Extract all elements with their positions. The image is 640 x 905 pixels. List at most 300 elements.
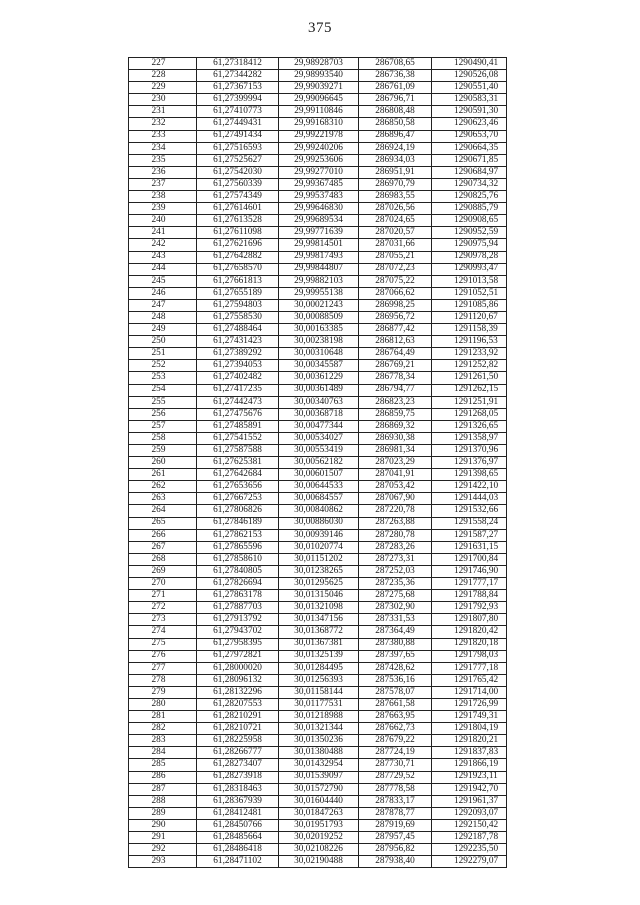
latitude-cell: 61,27806826 [197,505,279,517]
point-number-cell: 230 [129,94,197,106]
latitude-cell: 61,27653656 [197,481,279,493]
longitude-cell: 30,01368772 [279,626,359,638]
longitude-cell: 30,00939146 [279,529,359,541]
longitude-cell: 30,00361229 [279,372,359,384]
x-coordinate-cell: 287053,42 [359,481,432,493]
latitude-cell: 61,28273407 [197,759,279,771]
x-coordinate-cell: 287730,71 [359,759,432,771]
x-coordinate-cell: 287283,26 [359,541,432,553]
longitude-cell: 30,01295625 [279,578,359,590]
table-row [129,445,507,457]
longitude-cell: 30,01020774 [279,541,359,553]
latitude-cell: 61,27344282 [197,70,279,82]
table-row [129,118,507,130]
longitude-cell: 29,99771639 [279,227,359,239]
y-coordinate-cell: 1291807,80 [432,614,507,626]
y-coordinate-cell: 1291261,50 [432,372,507,384]
point-number-cell: 239 [129,203,197,215]
longitude-cell: 30,00368718 [279,408,359,420]
table-row [129,795,507,807]
latitude-cell: 61,27389292 [197,348,279,360]
latitude-cell: 61,28273918 [197,771,279,783]
y-coordinate-cell: 1290993,47 [432,263,507,275]
latitude-cell: 61,27611098 [197,227,279,239]
point-number-cell: 286 [129,771,197,783]
latitude-cell: 61,27542030 [197,166,279,178]
x-coordinate-cell: 286877,42 [359,324,432,336]
point-number-cell: 271 [129,590,197,602]
y-coordinate-cell: 1291804,19 [432,723,507,735]
y-coordinate-cell: 1291085,86 [432,299,507,311]
longitude-cell: 30,01847263 [279,807,359,819]
y-coordinate-cell: 1290623,46 [432,118,507,130]
latitude-cell: 61,27491434 [197,130,279,142]
y-coordinate-cell: 1292279,07 [432,856,507,868]
latitude-cell: 61,27402482 [197,372,279,384]
y-coordinate-cell: 1291923,11 [432,771,507,783]
y-coordinate-cell: 1291158,39 [432,324,507,336]
table-row [129,747,507,759]
x-coordinate-cell: 287679,22 [359,735,432,747]
y-coordinate-cell: 1291820,18 [432,638,507,650]
longitude-cell: 30,00310648 [279,348,359,360]
longitude-cell: 30,01367381 [279,638,359,650]
y-coordinate-cell: 1291532,66 [432,505,507,517]
y-coordinate-cell: 1291765,42 [432,674,507,686]
point-number-cell: 227 [129,58,197,70]
latitude-cell: 61,27475676 [197,408,279,420]
point-number-cell: 236 [129,166,197,178]
y-coordinate-cell: 1291376,97 [432,457,507,469]
latitude-cell: 61,28471102 [197,856,279,868]
longitude-cell: 30,00238198 [279,336,359,348]
point-number-cell: 244 [129,263,197,275]
longitude-cell: 29,99110846 [279,106,359,118]
latitude-cell: 61,28000020 [197,662,279,674]
table-row [129,130,507,142]
longitude-cell: 30,01321344 [279,723,359,735]
latitude-cell: 61,28318463 [197,783,279,795]
y-coordinate-cell: 1290684,97 [432,166,507,178]
y-coordinate-cell: 1291746,90 [432,565,507,577]
x-coordinate-cell: 287957,45 [359,832,432,844]
latitude-cell: 61,27442473 [197,396,279,408]
y-coordinate-cell: 1291631,15 [432,541,507,553]
longitude-cell: 29,99277010 [279,166,359,178]
table-row [129,505,507,517]
x-coordinate-cell: 287724,19 [359,747,432,759]
longitude-cell: 29,99168310 [279,118,359,130]
table-row [129,735,507,747]
coordinates-table [128,57,507,868]
longitude-cell: 30,01604440 [279,795,359,807]
longitude-cell: 30,01539097 [279,771,359,783]
point-number-cell: 282 [129,723,197,735]
x-coordinate-cell: 286823,23 [359,396,432,408]
point-number-cell: 229 [129,82,197,94]
point-number-cell: 277 [129,662,197,674]
point-number-cell: 253 [129,372,197,384]
y-coordinate-cell: 1291558,24 [432,517,507,529]
longitude-cell: 29,99817493 [279,251,359,263]
x-coordinate-cell: 286983,55 [359,191,432,203]
x-coordinate-cell: 287380,88 [359,638,432,650]
point-number-cell: 274 [129,626,197,638]
x-coordinate-cell: 287661,58 [359,698,432,710]
y-coordinate-cell: 1291792,93 [432,602,507,614]
longitude-cell: 30,01325139 [279,650,359,662]
x-coordinate-cell: 286769,21 [359,360,432,372]
x-coordinate-cell: 287878,77 [359,807,432,819]
table-row [129,142,507,154]
latitude-cell: 61,28225958 [197,735,279,747]
table-row [129,457,507,469]
x-coordinate-cell: 287075,22 [359,275,432,287]
longitude-cell: 30,01315046 [279,590,359,602]
point-number-cell: 250 [129,336,197,348]
longitude-cell: 30,00361489 [279,384,359,396]
latitude-cell: 61,28210721 [197,723,279,735]
y-coordinate-cell: 1291358,97 [432,432,507,444]
longitude-cell: 30,00534027 [279,432,359,444]
latitude-cell: 61,27318412 [197,58,279,70]
point-number-cell: 255 [129,396,197,408]
y-coordinate-cell: 1292235,50 [432,844,507,856]
latitude-cell: 61,28450766 [197,819,279,831]
longitude-cell: 30,00684557 [279,493,359,505]
latitude-cell: 61,27558530 [197,311,279,323]
table-row [129,432,507,444]
table-row [129,372,507,384]
table-row [129,348,507,360]
x-coordinate-cell: 286761,09 [359,82,432,94]
table-row [129,178,507,190]
y-coordinate-cell: 1290908,65 [432,215,507,227]
latitude-cell: 61,27642684 [197,469,279,481]
y-coordinate-cell: 1291942,70 [432,783,507,795]
latitude-cell: 61,27655189 [197,287,279,299]
point-number-cell: 245 [129,275,197,287]
point-number-cell: 265 [129,517,197,529]
y-coordinate-cell: 1290952,59 [432,227,507,239]
table-row [129,324,507,336]
latitude-cell: 61,27449431 [197,118,279,130]
latitude-cell: 61,27574349 [197,191,279,203]
y-coordinate-cell: 1291252,82 [432,360,507,372]
latitude-cell: 61,28132296 [197,686,279,698]
longitude-cell: 30,02108226 [279,844,359,856]
x-coordinate-cell: 286981,34 [359,445,432,457]
latitude-cell: 61,27858610 [197,553,279,565]
latitude-cell: 61,27560339 [197,178,279,190]
longitude-cell: 30,00021243 [279,299,359,311]
point-number-cell: 248 [129,311,197,323]
x-coordinate-cell: 287578,07 [359,686,432,698]
latitude-cell: 61,27431423 [197,336,279,348]
latitude-cell: 61,27865596 [197,541,279,553]
y-coordinate-cell: 1292093,07 [432,807,507,819]
point-number-cell: 276 [129,650,197,662]
longitude-cell: 29,99096645 [279,94,359,106]
x-coordinate-cell: 287067,90 [359,493,432,505]
latitude-cell: 61,27516593 [197,142,279,154]
latitude-cell: 61,27488464 [197,324,279,336]
x-coordinate-cell: 287397,65 [359,650,432,662]
table-row [129,686,507,698]
y-coordinate-cell: 1291587,27 [432,529,507,541]
point-number-cell: 243 [129,251,197,263]
point-number-cell: 232 [129,118,197,130]
table-row [129,70,507,82]
longitude-cell: 29,99814501 [279,239,359,251]
y-coordinate-cell: 1291700,84 [432,553,507,565]
point-number-cell: 249 [129,324,197,336]
point-number-cell: 260 [129,457,197,469]
y-coordinate-cell: 1292150,42 [432,819,507,831]
x-coordinate-cell: 287938,40 [359,856,432,868]
x-coordinate-cell: 287833,17 [359,795,432,807]
latitude-cell: 61,27642882 [197,251,279,263]
point-number-cell: 238 [129,191,197,203]
point-number-cell: 280 [129,698,197,710]
longitude-cell: 29,99039271 [279,82,359,94]
y-coordinate-cell: 1291268,05 [432,408,507,420]
table-row [129,578,507,590]
point-number-cell: 252 [129,360,197,372]
x-coordinate-cell: 287302,90 [359,602,432,614]
point-number-cell: 268 [129,553,197,565]
point-number-cell: 293 [129,856,197,868]
y-coordinate-cell: 1290978,28 [432,251,507,263]
latitude-cell: 61,27587588 [197,445,279,457]
latitude-cell: 61,28486418 [197,844,279,856]
x-coordinate-cell: 287252,03 [359,565,432,577]
point-number-cell: 240 [129,215,197,227]
longitude-cell: 30,01951793 [279,819,359,831]
table-row [129,819,507,831]
point-number-cell: 267 [129,541,197,553]
x-coordinate-cell: 286812,63 [359,336,432,348]
x-coordinate-cell: 287331,53 [359,614,432,626]
table-row [129,674,507,686]
latitude-cell: 61,27525627 [197,154,279,166]
latitude-cell: 61,27613528 [197,215,279,227]
table-row [129,106,507,118]
x-coordinate-cell: 287263,88 [359,517,432,529]
table-row [129,698,507,710]
longitude-cell: 30,01321098 [279,602,359,614]
x-coordinate-cell: 287273,31 [359,553,432,565]
x-coordinate-cell: 286736,38 [359,70,432,82]
y-coordinate-cell: 1291262,15 [432,384,507,396]
longitude-cell: 29,99367485 [279,178,359,190]
point-number-cell: 266 [129,529,197,541]
table-row [129,626,507,638]
y-coordinate-cell: 1292187,78 [432,832,507,844]
longitude-cell: 30,01350236 [279,735,359,747]
y-coordinate-cell: 1291714,00 [432,686,507,698]
table-row [129,650,507,662]
y-coordinate-cell: 1291726,99 [432,698,507,710]
y-coordinate-cell: 1291422,10 [432,481,507,493]
table-row [129,493,507,505]
longitude-cell: 29,99221978 [279,130,359,142]
point-number-cell: 272 [129,602,197,614]
table-row [129,203,507,215]
x-coordinate-cell: 287041,91 [359,469,432,481]
x-coordinate-cell: 287662,73 [359,723,432,735]
x-coordinate-cell: 286869,32 [359,420,432,432]
y-coordinate-cell: 1290583,31 [432,94,507,106]
x-coordinate-cell: 287023,29 [359,457,432,469]
table-row [129,420,507,432]
longitude-cell: 30,02019252 [279,832,359,844]
y-coordinate-cell: 1290490,41 [432,58,507,70]
y-coordinate-cell: 1291798,03 [432,650,507,662]
y-coordinate-cell: 1291013,58 [432,275,507,287]
x-coordinate-cell: 287275,68 [359,590,432,602]
latitude-cell: 61,28367939 [197,795,279,807]
table-row [129,832,507,844]
longitude-cell: 30,00345587 [279,360,359,372]
table-row [129,553,507,565]
point-number-cell: 241 [129,227,197,239]
y-coordinate-cell: 1291777,17 [432,578,507,590]
table-row [129,215,507,227]
table-row [129,191,507,203]
table-row [129,263,507,275]
table-row [129,529,507,541]
y-coordinate-cell: 1291837,83 [432,747,507,759]
latitude-cell: 61,28207553 [197,698,279,710]
x-coordinate-cell: 286970,79 [359,178,432,190]
longitude-cell: 30,00644533 [279,481,359,493]
y-coordinate-cell: 1291196,53 [432,336,507,348]
point-number-cell: 254 [129,384,197,396]
point-number-cell: 284 [129,747,197,759]
latitude-cell: 61,27367153 [197,82,279,94]
latitude-cell: 61,27862153 [197,529,279,541]
coordinates-table-body [129,58,507,868]
table-row [129,336,507,348]
point-number-cell: 246 [129,287,197,299]
point-number-cell: 281 [129,711,197,723]
y-coordinate-cell: 1290591,30 [432,106,507,118]
table-row [129,759,507,771]
point-number-cell: 264 [129,505,197,517]
x-coordinate-cell: 287055,21 [359,251,432,263]
x-coordinate-cell: 287536,16 [359,674,432,686]
table-row [129,565,507,577]
table-row [129,251,507,263]
y-coordinate-cell: 1290734,32 [432,178,507,190]
latitude-cell: 61,28266777 [197,747,279,759]
y-coordinate-cell: 1291233,92 [432,348,507,360]
x-coordinate-cell: 286808,48 [359,106,432,118]
latitude-cell: 61,27840805 [197,565,279,577]
longitude-cell: 29,98928703 [279,58,359,70]
latitude-cell: 61,27913792 [197,614,279,626]
longitude-cell: 30,00477344 [279,420,359,432]
x-coordinate-cell: 286778,34 [359,372,432,384]
table-row [129,82,507,94]
x-coordinate-cell: 287280,78 [359,529,432,541]
table-row [129,844,507,856]
latitude-cell: 61,27826694 [197,578,279,590]
x-coordinate-cell: 287663,95 [359,711,432,723]
x-coordinate-cell: 286924,19 [359,142,432,154]
y-coordinate-cell: 1291052,51 [432,287,507,299]
table-row [129,771,507,783]
longitude-cell: 29,99253606 [279,154,359,166]
point-number-cell: 258 [129,432,197,444]
x-coordinate-cell: 287031,66 [359,239,432,251]
longitude-cell: 29,99646830 [279,203,359,215]
longitude-cell: 29,99240206 [279,142,359,154]
x-coordinate-cell: 287220,78 [359,505,432,517]
y-coordinate-cell: 1291749,31 [432,711,507,723]
x-coordinate-cell: 286794,77 [359,384,432,396]
x-coordinate-cell: 287072,23 [359,263,432,275]
table-row [129,287,507,299]
table-row [129,662,507,674]
y-coordinate-cell: 1291444,03 [432,493,507,505]
longitude-cell: 30,01177531 [279,698,359,710]
point-number-cell: 262 [129,481,197,493]
point-number-cell: 291 [129,832,197,844]
x-coordinate-cell: 287024,65 [359,215,432,227]
table-row [129,517,507,529]
table-row [129,360,507,372]
point-number-cell: 234 [129,142,197,154]
point-number-cell: 292 [129,844,197,856]
table-row [129,384,507,396]
y-coordinate-cell: 1291866,19 [432,759,507,771]
point-number-cell: 251 [129,348,197,360]
table-row [129,541,507,553]
y-coordinate-cell: 1290975,94 [432,239,507,251]
point-number-cell: 242 [129,239,197,251]
longitude-cell: 30,02190488 [279,856,359,868]
x-coordinate-cell: 287428,62 [359,662,432,674]
point-number-cell: 263 [129,493,197,505]
point-number-cell: 231 [129,106,197,118]
x-coordinate-cell: 286764,49 [359,348,432,360]
y-coordinate-cell: 1290885,79 [432,203,507,215]
longitude-cell: 29,99844807 [279,263,359,275]
x-coordinate-cell: 286998,25 [359,299,432,311]
longitude-cell: 30,01284495 [279,662,359,674]
point-number-cell: 259 [129,445,197,457]
point-number-cell: 235 [129,154,197,166]
point-number-cell: 290 [129,819,197,831]
point-number-cell: 228 [129,70,197,82]
y-coordinate-cell: 1291120,67 [432,311,507,323]
latitude-cell: 61,27958395 [197,638,279,650]
longitude-cell: 29,98993540 [279,70,359,82]
longitude-cell: 30,00840862 [279,505,359,517]
longitude-cell: 30,00163385 [279,324,359,336]
latitude-cell: 61,27972821 [197,650,279,662]
x-coordinate-cell: 286951,91 [359,166,432,178]
table-row [129,711,507,723]
longitude-cell: 29,99537483 [279,191,359,203]
latitude-cell: 61,27887703 [197,602,279,614]
point-number-cell: 285 [129,759,197,771]
latitude-cell: 61,27667253 [197,493,279,505]
latitude-cell: 61,27863178 [197,590,279,602]
latitude-cell: 61,28210291 [197,711,279,723]
